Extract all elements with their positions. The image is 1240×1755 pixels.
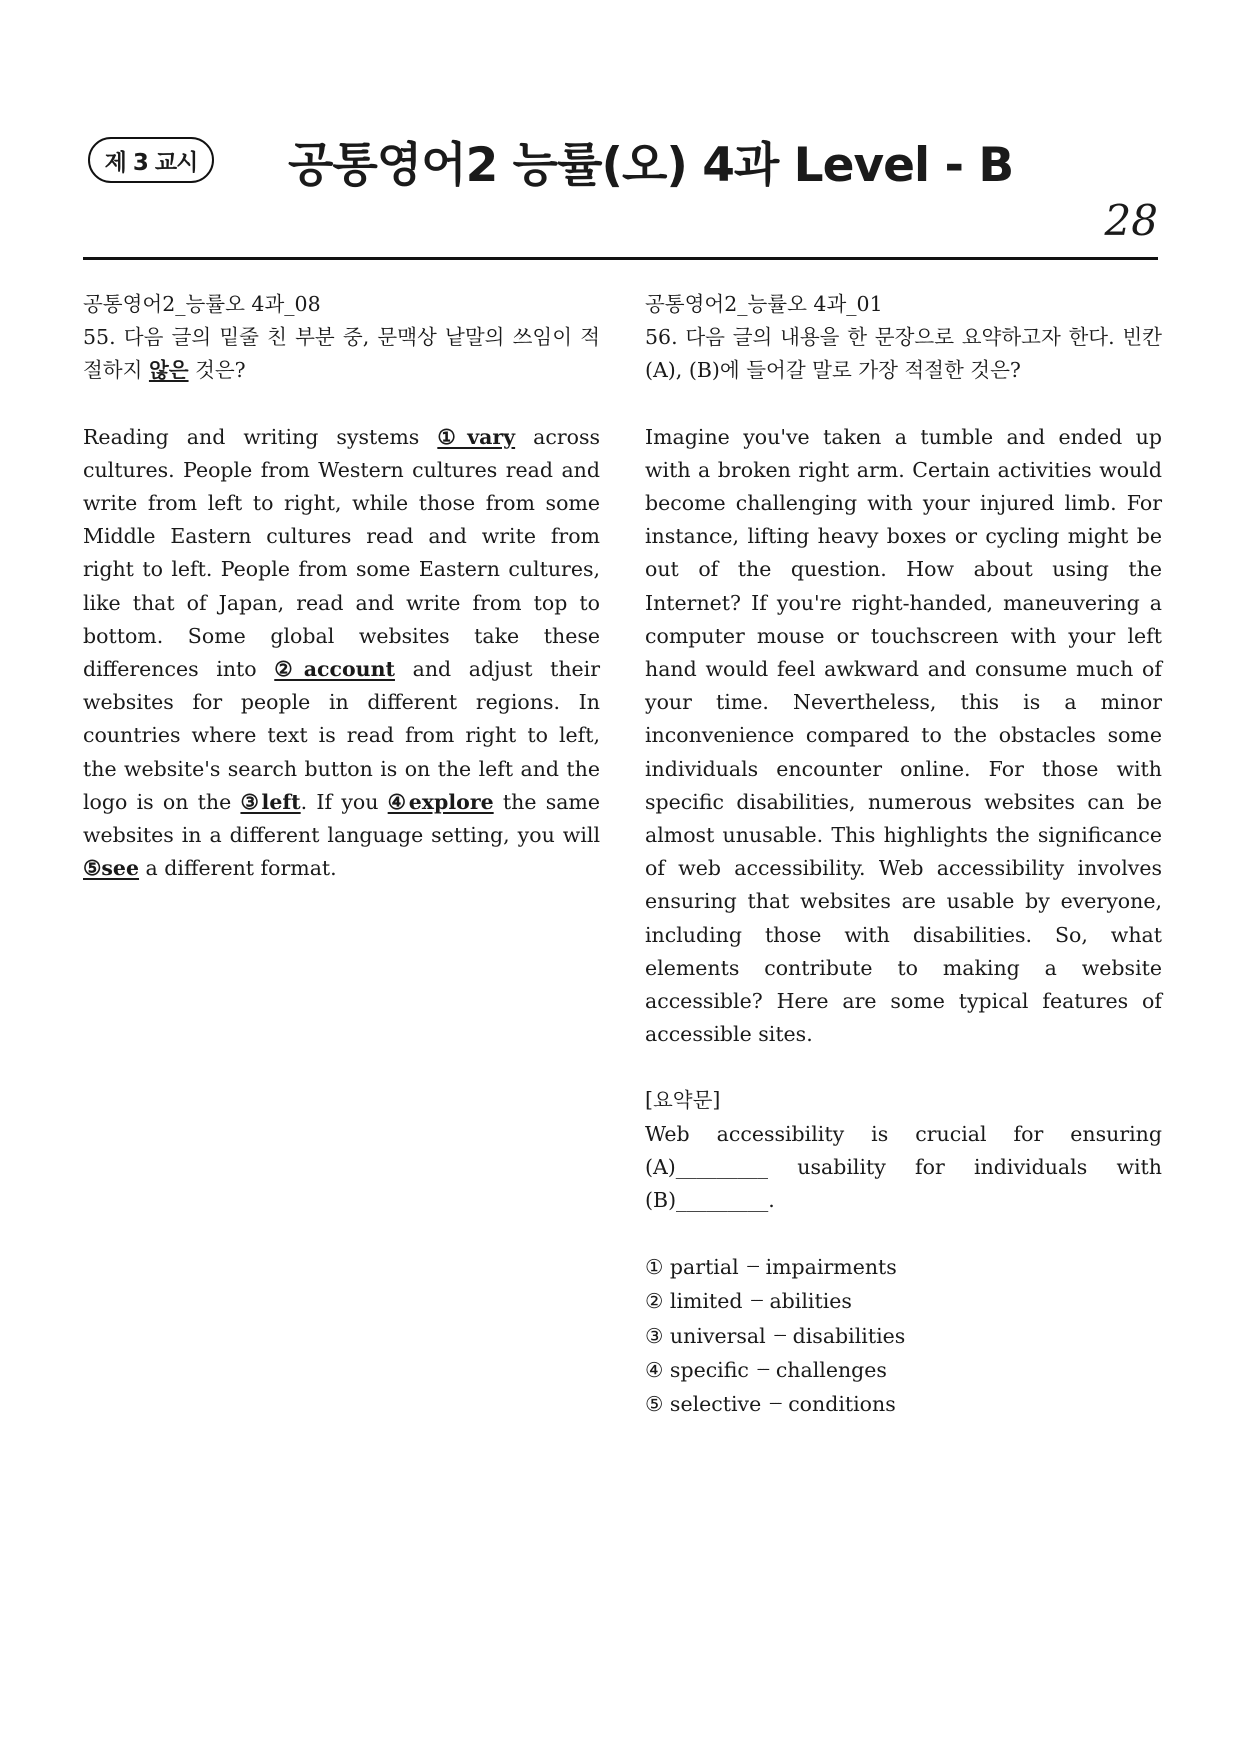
underlined-word-1: ①vary xyxy=(437,424,516,449)
question-prompt-end: 것은? xyxy=(188,358,246,383)
passage-text: across cultures. People from Western cultures read and write from left to right, while those from some Middle Eastern cultures read and write from right to left. People from some Eastern cultures, like that of Japan, read and write from top to bottom. Some global websites take these differences into xyxy=(83,424,600,682)
choice-a: universal xyxy=(669,1323,766,1348)
answer-choices xyxy=(645,1250,1162,1421)
answer-choice-5[interactable] xyxy=(645,1387,1162,1421)
answer-choice-3[interactable] xyxy=(645,1319,1162,1353)
choice-number: ④ xyxy=(645,1357,664,1382)
underlined-word-5: ⑤see xyxy=(83,856,140,881)
choice-separator: ---- xyxy=(773,1326,785,1343)
answer-choice-1[interactable] xyxy=(645,1250,1162,1284)
reading-passage: Imagine you've taken a tumble and ended up with a broken right arm. Certain activities would become challenging with your injured limb. For instance, lifting heavy boxes or cycling might be out of the question. How about using the Internet? If you're right-handed, maneuvering a computer mouse or touchscreen with your left hand would feel awkward and consume much of your time. Nevertheless, this is a minor inconvenience compared to the obstacles some individuals encounter online. For those with specific disabilities, numerous websites can be almost unusable. This highlights the significance of web accessibility. Web accessibility involves ensuring that websites are usable by everyone, including those with disabilities. So, what elements contribute to making a website accessible? Here are some typical features of accessible sites. xyxy=(645,424,1162,1047)
choice-separator: ---- xyxy=(756,1360,768,1377)
passage-text: the same websites in a different language setting, you will xyxy=(83,789,601,848)
page-number: 28 xyxy=(1104,196,1158,245)
question-source: 공통영어2_능률오 4과_01 xyxy=(645,292,883,316)
summary-label: [요약문] xyxy=(645,1088,721,1113)
choice-b: disabilities xyxy=(792,1323,906,1348)
choice-b: impairments xyxy=(765,1255,897,1280)
underlined-word-2: ②account xyxy=(274,657,395,682)
choice-separator: ---- xyxy=(750,1292,762,1309)
period-badge: 제 3 교시 xyxy=(88,137,214,183)
question-source: 공통영어2_능률오 4과_08 xyxy=(83,292,321,316)
question-prompt xyxy=(83,321,600,387)
header-divider xyxy=(83,257,1158,260)
choice-separator: ---- xyxy=(746,1258,758,1275)
reading-passage xyxy=(83,421,600,886)
summary-sentence: Web accessibility is crucial for ensuring (A)_________ usability for individuals with (B)_________. xyxy=(645,1121,1162,1213)
page-title: 공통영어2 능률(오) 4과 Level - B xyxy=(288,138,1014,193)
choice-separator: ---- xyxy=(769,1395,781,1412)
choice-number: ③ xyxy=(645,1323,664,1348)
underlined-word-3: ③left xyxy=(240,789,301,814)
choice-number: ① xyxy=(645,1255,664,1280)
answer-choice-2[interactable] xyxy=(645,1284,1162,1318)
passage-text: and adjust their websites for people in different regions. In countries where text is read from right to left, the website's search button is on the left and the logo is on the xyxy=(83,657,601,814)
choice-b: challenges xyxy=(775,1357,887,1382)
question-56 xyxy=(645,288,1162,1421)
choice-a: specific xyxy=(669,1357,749,1382)
choice-a: limited xyxy=(669,1289,743,1314)
choice-a: selective xyxy=(669,1392,762,1417)
page-header xyxy=(0,0,1240,270)
choice-a: partial xyxy=(669,1255,739,1280)
choice-number: ⑤ xyxy=(645,1392,664,1417)
choice-number: ② xyxy=(645,1289,664,1314)
choice-b: conditions xyxy=(788,1392,896,1417)
underlined-word-4: ④explore xyxy=(387,789,494,814)
passage-text: . If you xyxy=(300,789,388,814)
question-prompt-emphasis: 않은 xyxy=(148,358,189,383)
choice-b: abilities xyxy=(769,1289,852,1314)
answer-choice-4[interactable] xyxy=(645,1353,1162,1387)
question-prompt: 56. 다음 글의 내용을 한 문장으로 요약하고자 한다. 빈칸 (A), (B)에 들어갈 말로 가장 적절한 것은? xyxy=(645,325,1162,383)
passage-text: a different format. xyxy=(139,856,337,881)
question-55 xyxy=(83,288,600,885)
passage-text: Reading and writing systems xyxy=(83,424,438,449)
question-prompt-text: 55. 다음 글의 밑줄 친 부분 중, 문맥상 낱말의 쓰임이 적절하지 xyxy=(83,325,600,383)
